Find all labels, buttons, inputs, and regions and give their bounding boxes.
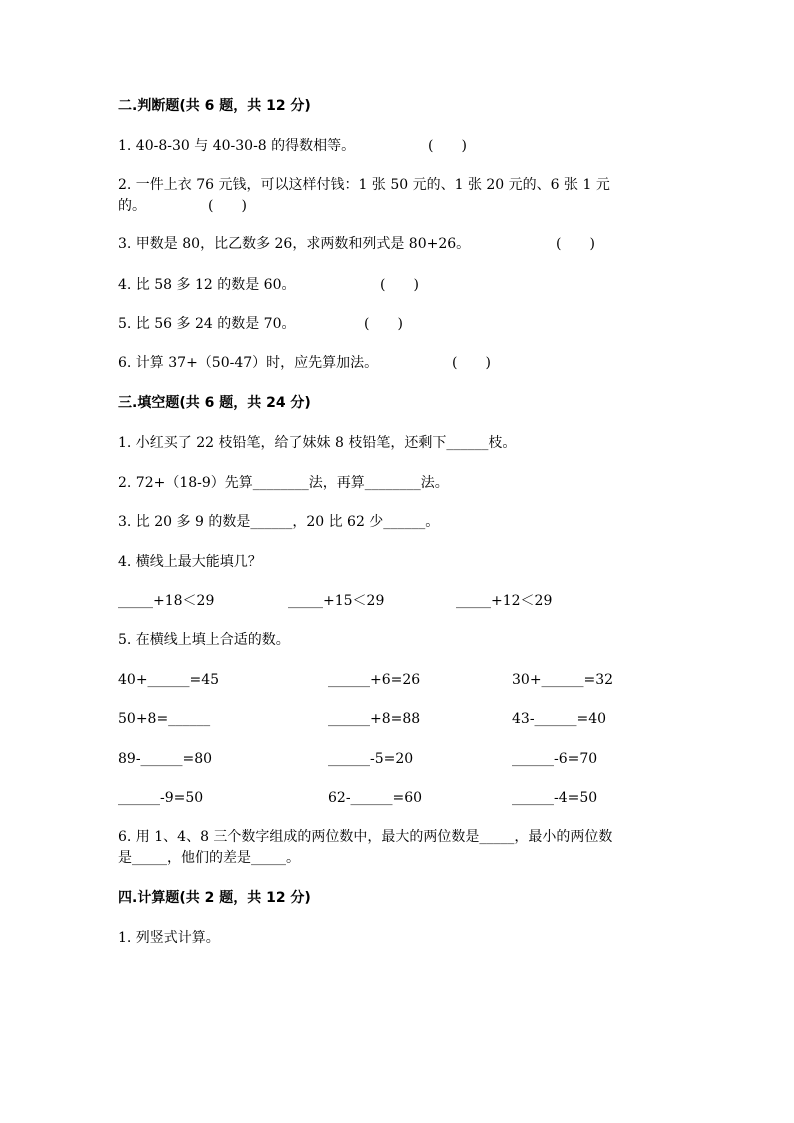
judge-q2-line1: 2. 一件上衣 76 元钱，可以这样付钱：1 张 50 元的、1 张 20 元的、6 张 1 元	[118, 177, 610, 193]
judge-q4: 4. 比 58 多 12 的数是 60。	[118, 277, 296, 293]
fill-q5-cell: 89-______=80	[118, 751, 213, 767]
fill-q5: 5. 在横线上填上合适的数。	[118, 632, 290, 648]
fill-q4-item-3: _____+12＜29	[456, 593, 553, 609]
judge-q5: 5. 比 56 多 24 的数是 70。	[118, 316, 296, 332]
calc-q1: 1. 列竖式计算。	[118, 930, 220, 946]
judge-q1: 1. 40-8-30 与 40-30-8 的得数相等。	[118, 138, 356, 154]
fill-q5-cell: ______+8=88	[328, 711, 421, 727]
fill-q4: 4. 横线上最大能填几？	[118, 554, 262, 570]
fill-q6-line1: 6. 用 1、4、8 三个数字组成的两位数中，最大的两位数是_____，最小的两位数	[118, 829, 613, 845]
fill-q6-line2: 是_____，他们的差是_____。	[118, 850, 300, 866]
judge-q3-bracket: ( )	[556, 236, 595, 252]
fill-q5-cell: ______-5=20	[328, 751, 414, 767]
section3-title: 三.填空题(共 6 题，共 24 分)	[118, 395, 311, 411]
fill-q1: 1. 小红买了 22 枝铅笔，给了妹妹 8 枝铅笔，还剩下______枝。	[118, 435, 517, 451]
judge-q6-bracket: ( )	[452, 355, 491, 371]
judge-q5-bracket: ( )	[364, 316, 403, 332]
fill-q4-item-2: _____+15＜29	[288, 593, 385, 609]
section2-title: 二.判断题(共 6 题，共 12 分)	[118, 98, 311, 114]
judge-q2-line2: 的。	[118, 198, 146, 214]
fill-q2: 2. 72+（18-9）先算________法，再算________法。	[118, 475, 449, 491]
judge-q3: 3. 甲数是 80，比乙数多 26，求两数和列式是 80+26。	[118, 236, 471, 252]
fill-q5-cell: ______-4=50	[512, 790, 598, 806]
section4-title: 四.计算题(共 2 题，共 12 分)	[118, 890, 311, 906]
judge-q2-bracket: ( )	[208, 198, 247, 214]
fill-q5-cell: 40+______=45	[118, 672, 220, 688]
fill-q5-cell: ______-6=70	[512, 751, 598, 767]
fill-q5-cell: 43-______=40	[512, 711, 607, 727]
fill-q3: 3. 比 20 多 9 的数是______，20 比 62 少______。	[118, 514, 440, 530]
fill-q4-item-1: _____+18＜29	[118, 593, 215, 609]
fill-q5-cell: 50+8=______	[118, 711, 211, 727]
fill-q5-cell: ______+6=26	[328, 672, 421, 688]
judge-q1-bracket: ( )	[428, 138, 467, 154]
fill-q5-cell: ______-9=50	[118, 790, 204, 806]
fill-q5-cell: 62-______=60	[328, 790, 423, 806]
judge-q4-bracket: ( )	[380, 277, 419, 293]
fill-q5-cell: 30+______=32	[512, 672, 614, 688]
judge-q6: 6. 计算 37+（50-47）时，应先算加法。	[118, 355, 379, 371]
